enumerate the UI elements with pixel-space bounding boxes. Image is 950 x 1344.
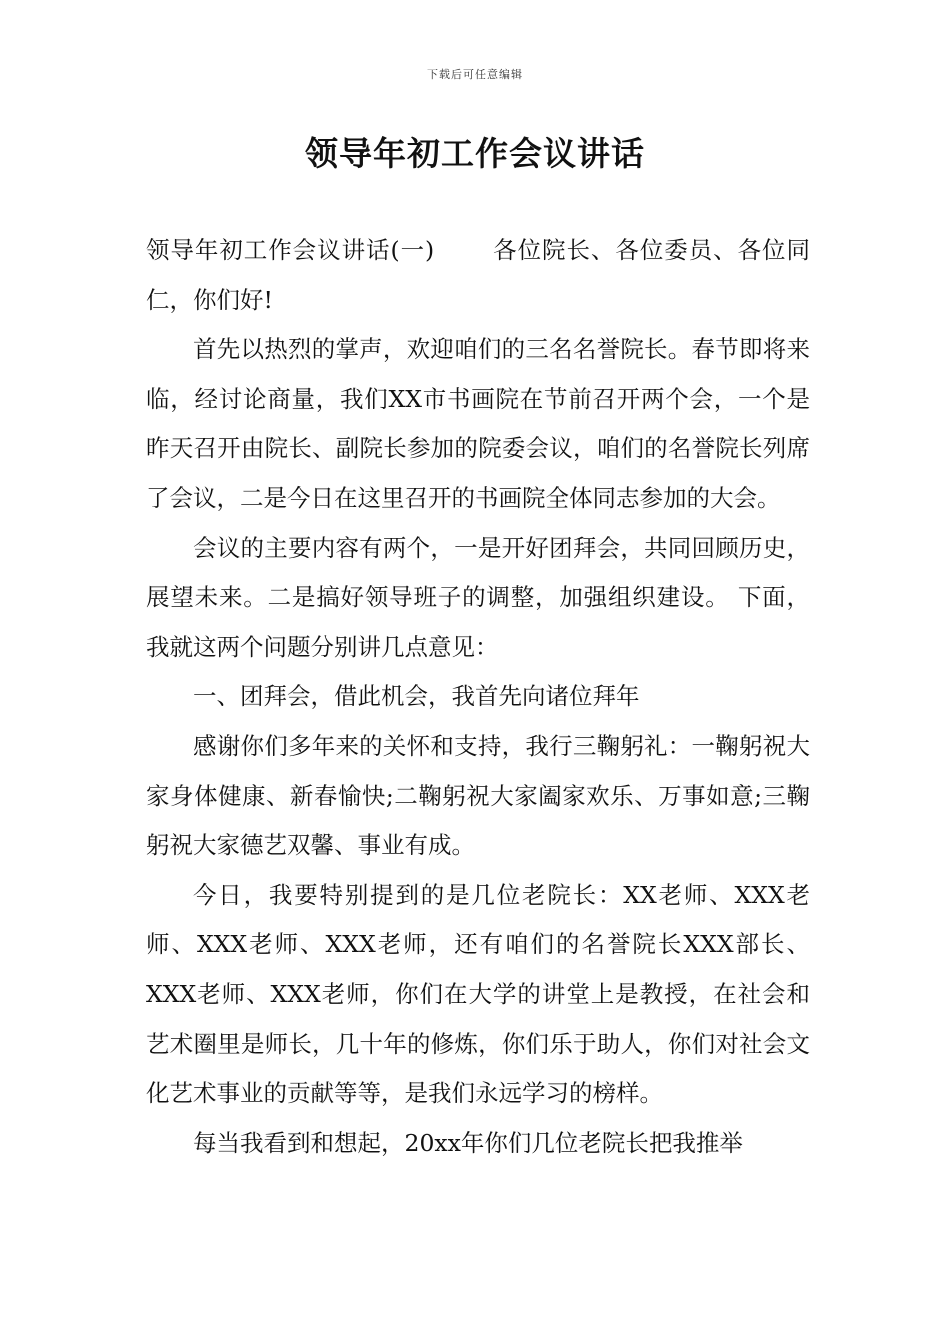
document-title: 领导年初工作会议讲话	[305, 134, 645, 173]
greeting: 各位院长、各位委员、各位同仁，你们好!	[146, 236, 811, 314]
document-body	[146, 226, 810, 1168]
opening-paragraph	[146, 226, 810, 325]
paragraph: 首先以热烈的掌声，欢迎咱们的三名名誉院长。春节即将来临，经讨论商量，我们XX市书画院在节前召开两个会，一个是昨天召开由院长、副院长参加的院委会议，咱们的名誉院长列席了会议，二是今日在这里召开的书画院全体同志参加的大会。	[146, 335, 810, 512]
paragraph: 每当我看到和想起，20xx年你们几位老院长把我推举	[193, 1128, 743, 1157]
paragraph: 会议的主要内容有两个，一是开好团拜会，共同回顾历史，展望未来。二是搞好领导班子的调整，加强组织建设。 下面，我就这两个问题分别讲几点意见：	[146, 533, 810, 661]
paragraph: 今日，我要特别提到的是几位老院长：XX老师、XXX老师、XXX老师、XXX老师，还有咱们的名誉院长XXX部长、XXX老师、XXX老师，你们在大学的讲堂上是教授，在社会和艺术圈里是师长，几十年的修炼，你们乐于助人，你们对社会文化艺术事业的贡献等等，是我们永远学习的榜样。	[146, 880, 810, 1108]
paragraph: 一、团拜会，借此机会，我首先向诸位拜年	[193, 682, 640, 711]
page-header-note: 下载后可任意编辑	[427, 68, 523, 81]
section-heading: 领导年初工作会议讲话(一)	[146, 236, 435, 264]
paragraph: 感谢你们多年来的关怀和支持，我行三鞠躬礼：一鞠躬祝大家身体健康、新春愉快;二鞠躬祝大家阖家欢乐、万事如意;三鞠躬祝大家德艺双馨、事业有成。	[146, 731, 810, 860]
